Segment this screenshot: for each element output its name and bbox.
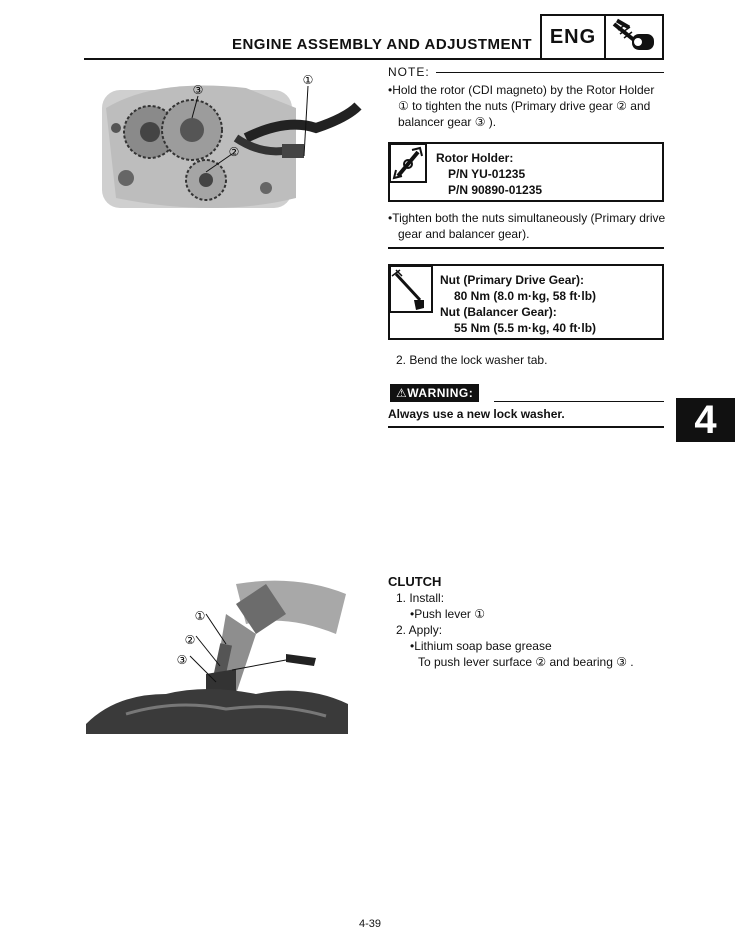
tool-pn-1: P/N YU-01235 <box>448 167 526 181</box>
eng-section-badge <box>540 14 664 60</box>
note-label: NOTE: <box>388 65 430 79</box>
engine-wrench-icon <box>608 18 660 56</box>
engine-rotor-figure <box>96 68 364 228</box>
clutch-section <box>388 574 664 670</box>
clutch-heading: CLUTCH <box>388 574 442 589</box>
warning-badge: ⚠WARNING: <box>390 384 479 402</box>
note-rule <box>436 72 664 73</box>
clutch-step-2-item: •Lithium soap base grease <box>410 639 552 653</box>
figure1-callout-2: ② <box>228 145 240 159</box>
tighten-rule <box>388 247 664 249</box>
clutch-step-2: 2. Apply: <box>396 623 443 637</box>
tighten-text: •Tighten both the nuts simultaneously (Primary drive gear and balancer gear). <box>388 211 666 241</box>
torque-label-balancer: Nut (Balancer Gear): <box>440 305 557 319</box>
rotor-holder-box <box>388 142 664 202</box>
figure1-callout-3: ③ <box>192 83 204 97</box>
tool-title: Rotor Holder: <box>436 151 514 165</box>
header-rule <box>84 58 542 60</box>
torque-label-primary: Nut (Primary Drive Gear): <box>440 273 585 287</box>
clutch-step-2-detail: To push lever surface ② and bearing ③ . <box>418 655 634 669</box>
step-bend-lock-washer: 2. Bend the lock washer tab. <box>396 353 548 367</box>
tool-pn-2: P/N 90890-01235 <box>448 183 543 197</box>
warning-top-rule <box>494 401 664 402</box>
page-number: 4-39 <box>358 918 382 930</box>
warning-text: Always use a new lock washer. <box>388 407 565 421</box>
torque-value-balancer: 55 Nm (5.5 m·kg, 40 ft·lb) <box>454 321 597 335</box>
clutch-push-lever-figure <box>86 574 356 734</box>
figure2-callout-2: ② <box>184 633 196 647</box>
chapter-tab: 4 <box>676 398 735 442</box>
figure2-callout-3: ③ <box>176 653 188 667</box>
note-text: •Hold the rotor (CDI magneto) by the Rotor Holder ① to tighten the nuts (Primary drive gear ② and balancer gear ③ ). <box>388 83 655 129</box>
eng-badge-label: ENG <box>542 16 606 58</box>
figure2-callout-1: ① <box>194 609 206 623</box>
clutch-step-1-item: •Push lever ① <box>410 607 485 621</box>
warning-bottom-rule <box>388 426 664 428</box>
torque-spec-box <box>388 264 664 340</box>
torque-wrench-icon <box>390 266 434 314</box>
torque-value-primary: 80 Nm (8.0 m·kg, 58 ft·lb) <box>454 289 597 303</box>
figure1-callout-1: ① <box>302 73 314 87</box>
clutch-step-1: 1. Install: <box>396 591 445 605</box>
page-header-title: ENGINE ASSEMBLY AND ADJUSTMENT <box>231 36 532 53</box>
note-block <box>388 64 664 130</box>
rotor-holder-tool-icon <box>390 144 428 184</box>
